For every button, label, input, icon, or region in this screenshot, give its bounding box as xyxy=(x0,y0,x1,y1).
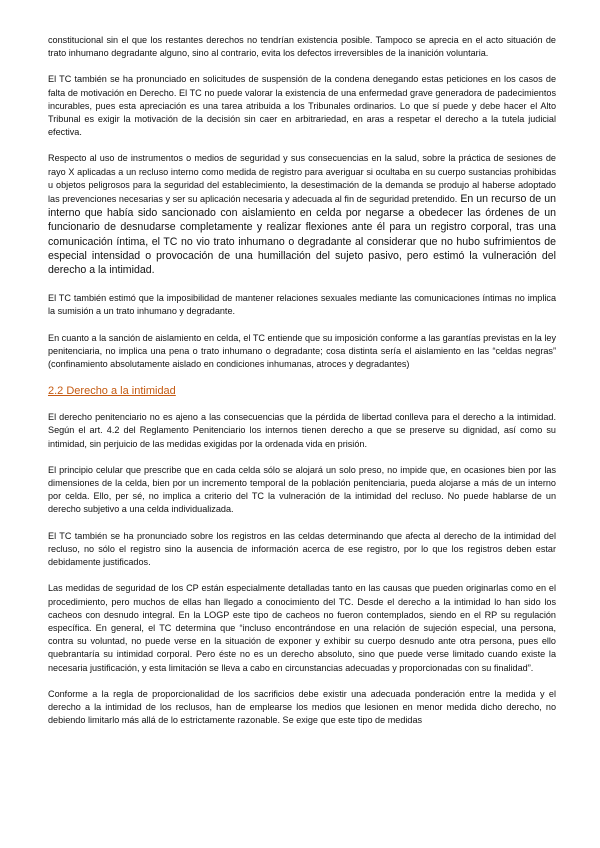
paragraph-sentence-suspension: El TC también se ha pronunciado en solicitudes de suspensión de la condena denegando estas peticiones en los casos de falta de motivación en Derecho. El TC no puede valorar la existencia de una enfermedad grave generadora de padecimientos incurables, pues esta apreciación es una tarea atribuida a los Tribunales ordinarios. Lo que sí puede y debe hacer el Alto Tribunal es exigir la motivación de la decisión sin caer en arbitrariedad, en aras a respetar el derecho a la tutela judicial efectiva. xyxy=(48,74,556,138)
paragraph-strip-search-text: En un recurso de un interno que había sido sancionado con aislamiento en celda por negarse a obedecer las órdenes de un funcionario de desnudarse completamente y realizar flexiones ante él para un registro corporal, tras una comunicación íntima, el TC no vio trato inhumano o degradante al considerar que no hubo sufrimientos de especial intensidad o provocación de una humillación del sujeto pasivo, pero estimó la vulneración del derecho a la intimidad. xyxy=(48,193,556,277)
paragraph-xray-text: Respecto al uso de instrumentos o medios de seguridad y sus consecuencias en la salud, sobre la práctica de sesiones de rayo X aplicadas a un recluso interno como medida de registro para averiguar si ocultaba en su cuerpo sustancias prohibidas u objetos peligrosos para la seguridad del establecimiento, la desestimación de la demanda se produjo al haberse adoptado las prevenciones necesarias y ser su aplicación necesaria y adecuada al fin de seguridad pretendido. xyxy=(48,153,556,205)
paragraph-intimate-communications: El TC también estimó que la imposibilidad de mantener relaciones sexuales mediante las comunicaciones íntimas no implica la sumisión a un trato inhumano y degradante. xyxy=(48,293,556,317)
paragraph-cell-searches: El TC también se ha pronunciado sobre los registros en las celdas determinando que afecta al derecho de la intimidad del recluso, no sólo el registro sino la ausencia de información acerca de ese registro, por lo que los registros deben estar debidamente justificados. xyxy=(48,530,556,568)
paragraph-proportionality: Conforme a la regla de proporcionalidad de los sacrificios debe existir una adecuada ponderación entre la medida y el derecho a la intimidad de los reclusos, han de emplearse los medios que lesionen en menor medida dicho derecho, no debiendo limitarlo más allá de lo estrictamente razonable. Se exige que este tipo de medidas xyxy=(48,688,556,726)
paragraph-cell-isolation: En cuanto a la sanción de aislamiento en celda, el TC entiende que su imposición conforme a las garantías previstas en la ley penitenciaria, no implica una pena o trato inhumano o degradante; cosa distinta sería el aislamiento en las “celdas negras” (confinamiento absolutamente aislado en condiciones inhumanas, atroces y degradantes) xyxy=(48,332,556,370)
document-page xyxy=(48,34,556,740)
section-heading-intimacy: 2.2 Derecho a la intimidad xyxy=(48,385,176,398)
paragraph-strip-searches: Las medidas de seguridad de los CP están especialmente detalladas tanto en las causas que pueden originarlas como en el procedimiento, pero muchos de ellas han llegado a conocimiento del TC. Desde el derecho a la intimidad lo han sido los cacheos con desnudo integral. En la LOGP este tipo de cacheos no fueron contemplados, siendo en el RP su regulación específica. En general, el TC determina que “incluso encontrándose en una relación de sujeción especial, una persona, contra su voluntad, no puede verse en la situación de exponer y exhibir su cuerpo desnudo ante otra persona, pues ello quebrantaría su intimidad corporal. Pero éste no es un derecho absoluto, sino que puede verse limitado cuando existe la necesaria justificación, y esta limitación se lleva a cabo en circunstancias adecuadas y proporcionadas con su finalidad”. xyxy=(48,583,556,673)
paragraph-security-measures xyxy=(48,152,556,277)
paragraph-cell-principle: El principio celular que prescribe que en cada celda sólo se alojará un solo preso, no impide que, en ocasiones bien por las dimensiones de la celda, bien por un incremento temporal de la población penitenciaria, pueda alojarse a más de un interno por celda. Ello, per sé, no implica a criterio del TC la vulneración de la intimidad del recluso. No puede hablarse de un derecho subjetivo a una celda individualizada. xyxy=(48,464,556,515)
paragraph-penitentiary-law: El derecho penitenciario no es ajeno a las consecuencias que la pérdida de libertad conlleva para el derecho a la intimidad. Según el art. 4.2 del Reglamento Penitenciario los internos tienen derecho a que se preserve su dignidad, así como su intimidad, sin perjuicio de las medidas exigidas por la ordenada vida en prisión. xyxy=(48,412,556,449)
paragraph-hunger-strike: constitucional sin el que los restantes derechos no tendrían existencia posible. Tampoco se aprecia en el acto situación de trato inhumano degradante alguno, sino al contrario, evita los defectos irreversibles de la inanición voluntaria. xyxy=(48,35,556,59)
